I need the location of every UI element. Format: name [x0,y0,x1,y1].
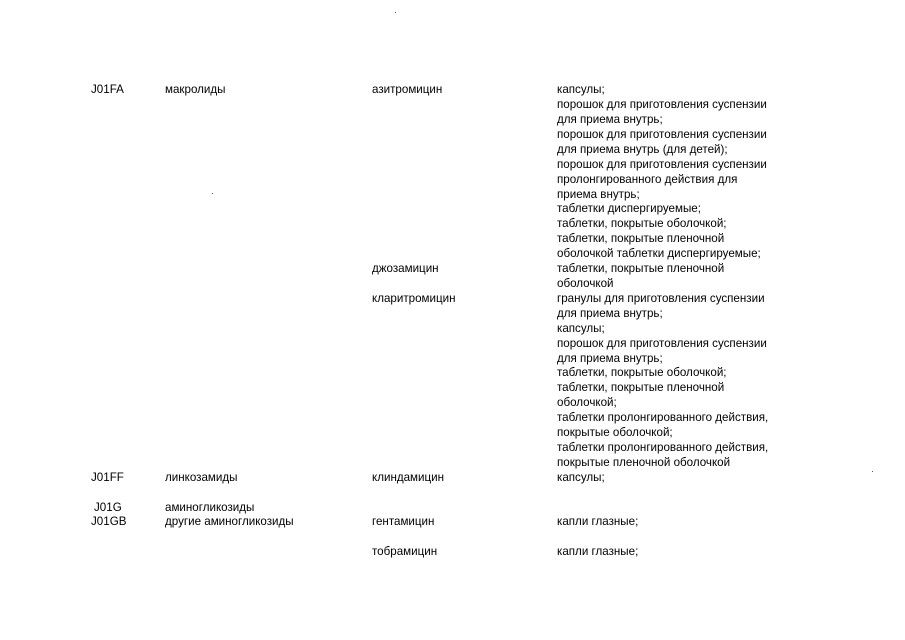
pharmacologic-group: другие аминогликозиды [165,515,294,528]
atc-code: J01FF [91,471,124,484]
dosage-form-line: капсулы; [557,83,605,96]
drug-name: джозамицин [372,262,439,275]
dosage-form-line: порошок для приготовления суспензии [557,128,767,141]
dosage-form-line: оболочкой; [557,396,617,409]
dosage-form-line: для приема внутрь; [557,113,663,126]
dosage-form-line: капли глазные; [557,545,639,558]
dosage-form-line: таблетки, покрытые оболочкой; [557,366,727,379]
drug-name: кларитромицин [372,292,456,305]
dosage-form-line: таблетки пролонгированного действия, [557,411,769,424]
dosage-form-line: таблетки, покрытые пленочной [557,262,725,275]
drug-name: азитромицин [372,83,443,96]
atc-code: J01G [94,501,122,514]
scan-speck [872,471,873,472]
dosage-form-line: покрытые оболочкой; [557,426,673,439]
pharmacologic-group: макролиды [165,83,226,96]
dosage-form-line: оболочкой [557,277,614,290]
scan-speck [212,193,213,194]
dosage-form-line: порошок для приготовления суспензии [557,98,767,111]
dosage-form-line: гранулы для приготовления суспензии [557,292,765,305]
dosage-form-line: для приема внутрь; [557,352,663,365]
dosage-form-line: таблетки, покрытые пленочной [557,232,725,245]
atc-code: J01FA [91,83,124,96]
dosage-form-line: капли глазные; [557,515,639,528]
drug-name: клиндамицин [372,471,445,484]
dosage-form-line: для приема внутрь; [557,307,663,320]
dosage-form-line: капсулы; [557,322,605,335]
pharmacologic-group: линкозамиды [165,471,238,484]
dosage-form-line: порошок для приготовления суспензии [557,158,767,171]
dosage-form-line: капсулы; [557,471,605,484]
scan-speck [395,12,396,13]
dosage-form-line: пролонгированного действия для [557,173,738,186]
drug-name: гентамицин [372,515,435,528]
dosage-form-line: приема внутрь; [557,188,640,201]
dosage-form-line: таблетки диспергируемые; [557,202,701,215]
dosage-form-line: таблетки, покрытые пленочной [557,381,725,394]
dosage-form-line: таблетки пролонгированного действия, [557,441,769,454]
dosage-form-line: порошок для приготовления суспензии [557,337,767,350]
drug-name: тобрамицин [372,545,438,558]
dosage-form-line: для приема внутрь (для детей); [557,143,728,156]
dosage-form-line: оболочкой таблетки диспергируемые; [557,247,761,260]
dosage-form-line: покрытые пленочной оболочкой [557,456,731,469]
pharmacologic-group: аминогликозиды [165,501,255,514]
atc-code: J01GB [91,515,127,528]
dosage-form-line: таблетки, покрытые оболочкой; [557,217,727,230]
